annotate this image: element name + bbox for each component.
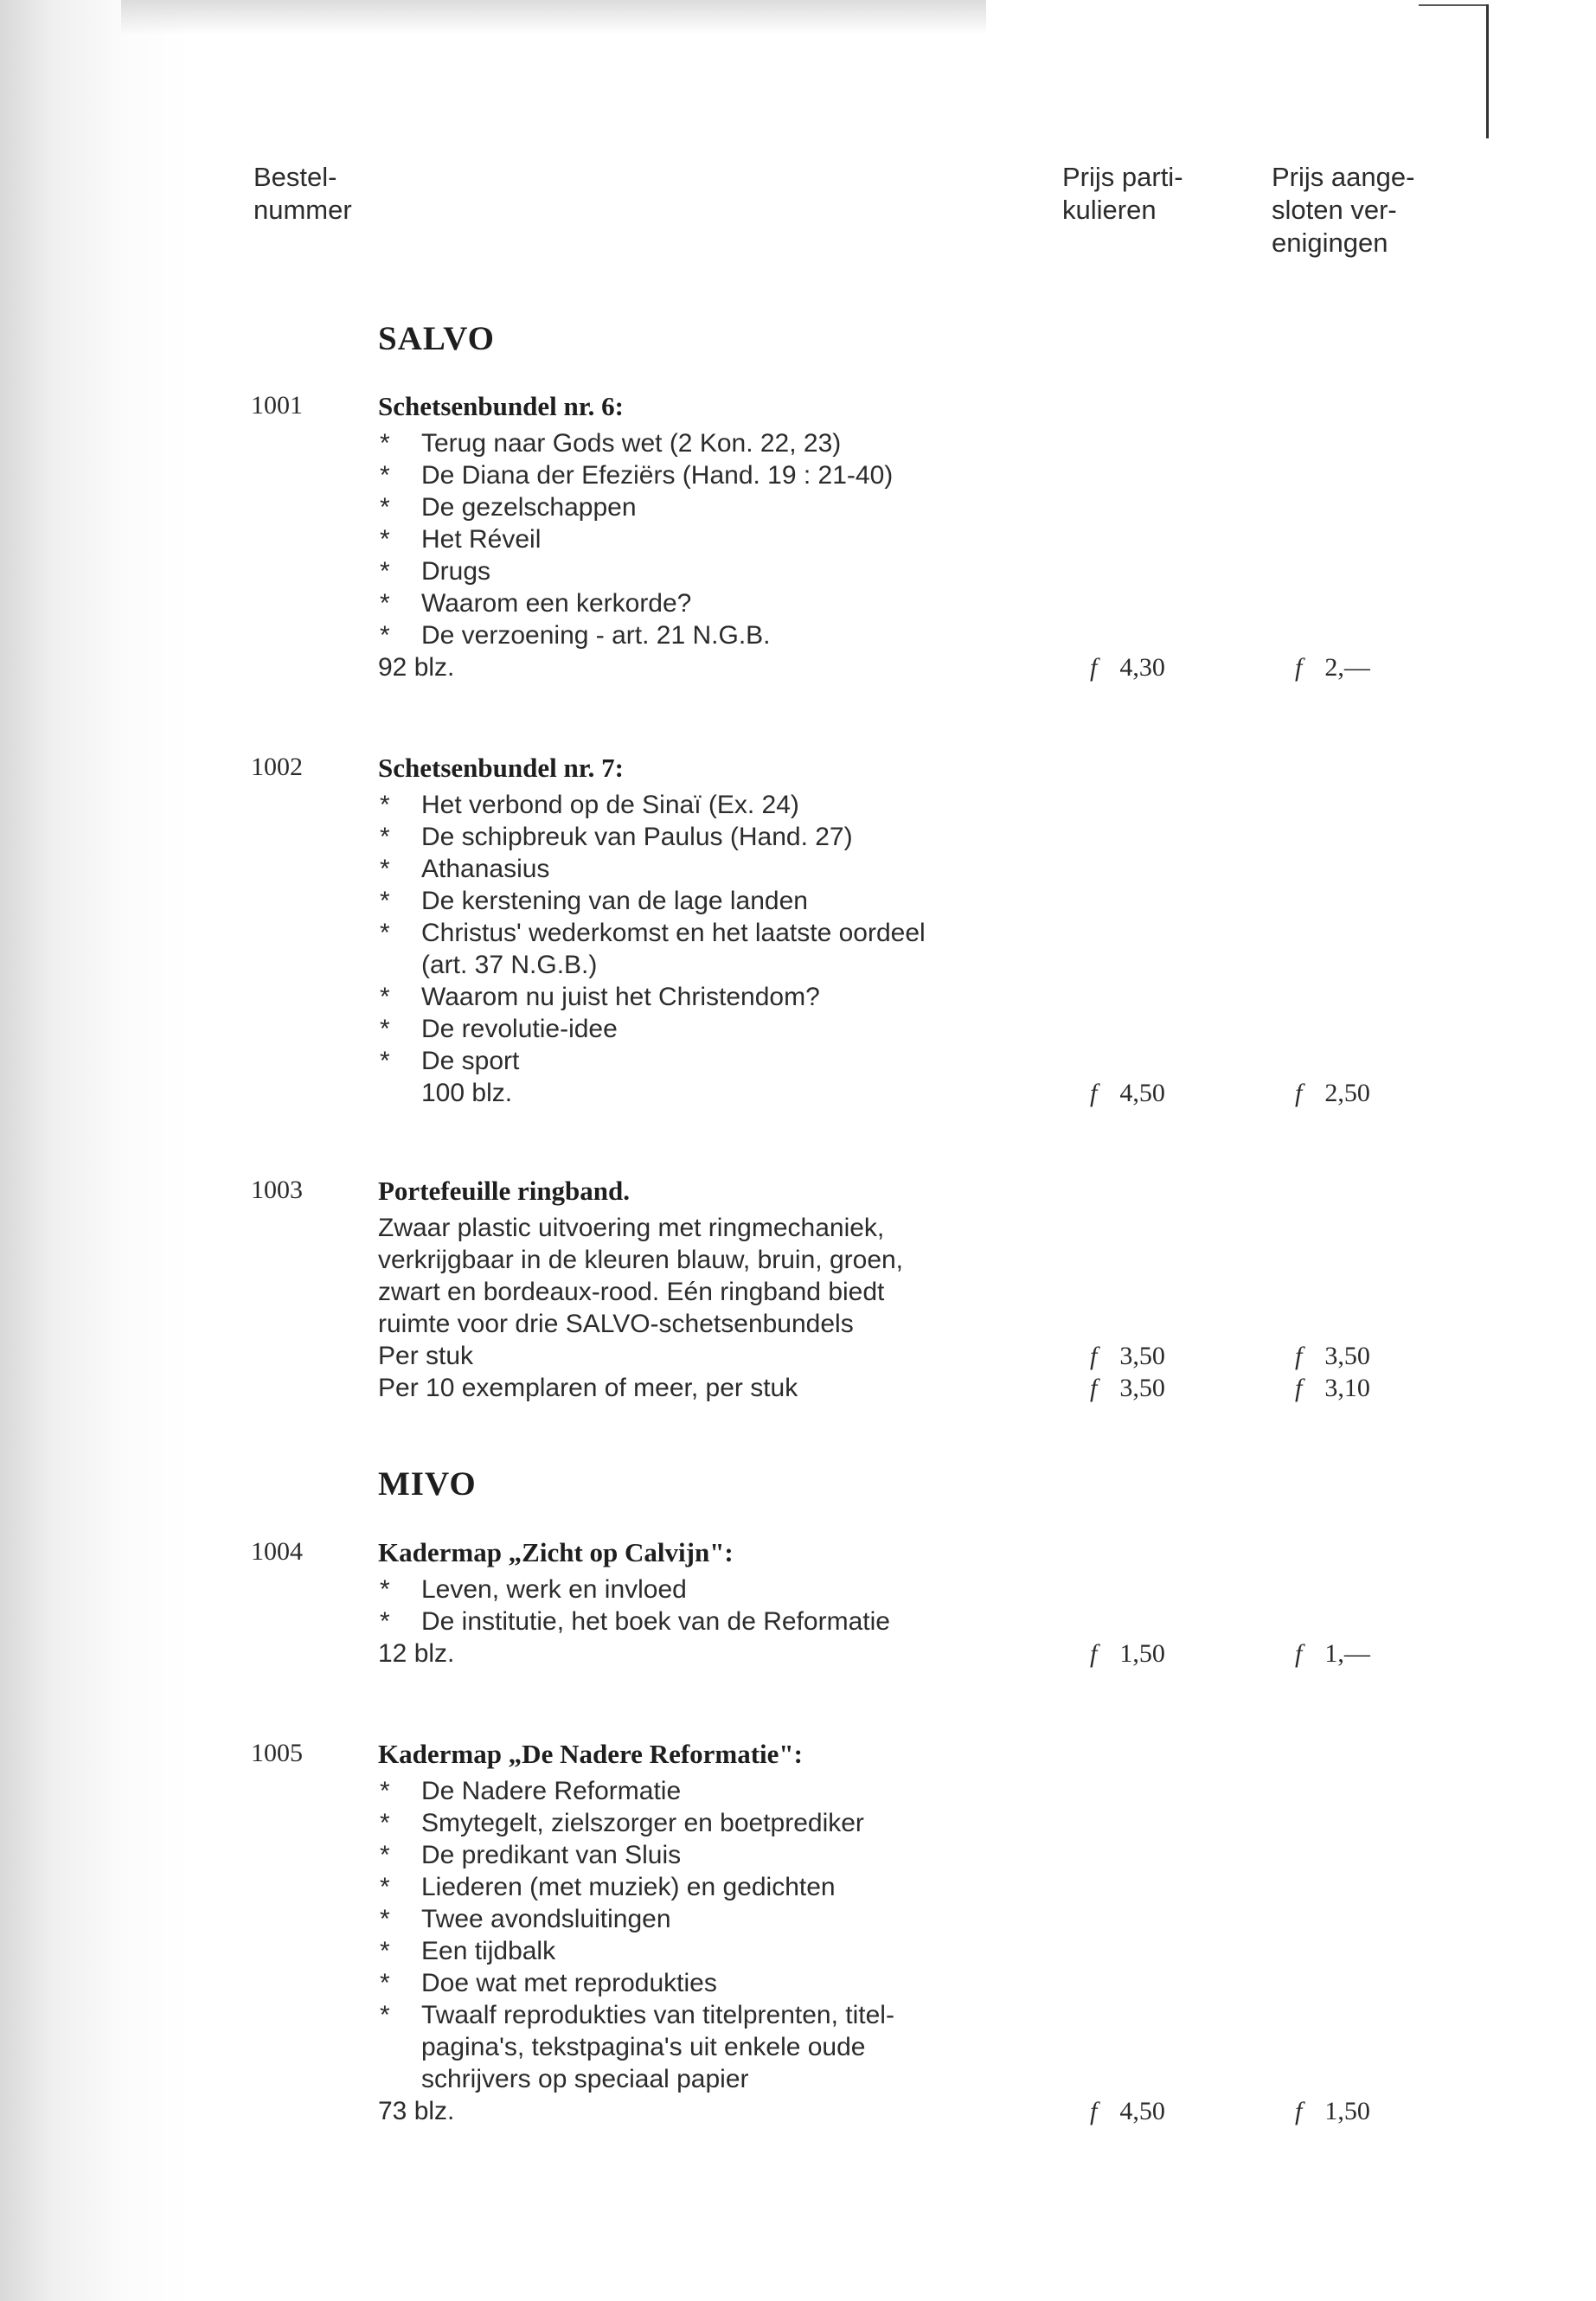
price-value: 1,—: [1324, 1639, 1370, 1668]
price-value: 4,50: [1119, 2097, 1165, 2125]
list-item-text: De verzoening - art. 21 N.G.B.: [421, 621, 771, 650]
list-item-text: De revolutie-idee: [421, 1015, 618, 1043]
price-row: [0, 651, 1596, 683]
list-item: [378, 1574, 890, 1606]
price-private: [1090, 1638, 1165, 1670]
list-item: [378, 523, 893, 555]
price-row: [0, 2095, 1596, 2127]
list-item-text: De schipbreuk van Paulus (Hand. 27): [421, 823, 853, 851]
price-private: [1090, 1077, 1165, 1109]
list-item: [378, 459, 893, 491]
list-item-text: De gezelschappen: [421, 493, 637, 522]
list-item: [378, 1013, 926, 1045]
bulk-price-label: Per 10 exemplaren of meer, per stuk: [378, 1374, 798, 1402]
asterisk-bullet: *: [380, 823, 390, 851]
asterisk-bullet: *: [380, 1047, 390, 1075]
guilder-symbol: f: [1295, 653, 1303, 682]
order-number: 1004: [251, 1537, 303, 1566]
asterisk-bullet: *: [380, 983, 390, 1011]
price-value: 3,50: [1324, 1342, 1370, 1370]
asterisk-bullet: *: [380, 1937, 390, 1965]
asterisk-bullet: *: [380, 461, 390, 490]
guilder-symbol: f: [1090, 1079, 1098, 1107]
asterisk-bullet: *: [380, 791, 390, 819]
list-item: [378, 789, 926, 821]
list-item-text: Waarom nu juist het Christendom?: [421, 983, 820, 1011]
list-item-text: Drugs: [421, 557, 491, 586]
list-item: [378, 1807, 894, 1839]
asterisk-bullet: *: [380, 1015, 390, 1043]
asterisk-bullet: *: [380, 1777, 390, 1805]
page-count: 73 blz.: [378, 2097, 455, 2125]
column-header-price-private: [1062, 161, 1183, 227]
guilder-symbol: f: [1295, 1639, 1303, 1668]
list-item-text: De Diana der Efeziërs (Hand. 19 : 21-40): [421, 461, 894, 490]
list-item-text: Waarom een kerkorde?: [421, 589, 692, 618]
asterisk-bullet: *: [380, 1607, 390, 1636]
scan-edge-mark: [1419, 4, 1488, 6]
list-item-text: Twee avondsluitingen: [421, 1905, 671, 1933]
asterisk-bullet: *: [380, 1969, 390, 1997]
header-line: nummer: [253, 195, 352, 225]
price-associated: [1295, 1077, 1370, 1109]
asterisk-bullet: *: [380, 1575, 390, 1604]
order-number: 1002: [251, 753, 303, 781]
list-item-text: Doe wat met reprodukties: [421, 1969, 717, 1997]
price-row: [0, 1372, 1596, 1404]
asterisk-bullet: *: [380, 525, 390, 554]
asterisk-bullet: *: [380, 887, 390, 915]
price-value: 1,50: [1324, 2097, 1370, 2125]
list-item: [378, 619, 893, 651]
entry-title: Kadermap „Zicht op Calvijn":: [378, 1537, 734, 1567]
description-line: ruimte voor drie SALVO-schetsenbundels: [378, 1310, 854, 1338]
list-item: [378, 885, 926, 917]
list-item: [378, 1606, 890, 1638]
list-item: [378, 1839, 894, 1871]
list-item: [378, 1871, 894, 1903]
list-item: [378, 821, 926, 853]
price-associated: [1295, 2095, 1370, 2127]
list-item: [378, 1903, 894, 1935]
asterisk-bullet: *: [380, 589, 390, 618]
header-line: Prijs parti-: [1062, 162, 1183, 192]
list-item-text: Smytegelt, zielszorger en boetprediker: [421, 1809, 864, 1837]
asterisk-bullet: *: [380, 429, 390, 458]
price-value: 2,—: [1324, 653, 1370, 682]
list-item: [378, 1775, 894, 1807]
list-item-continuation: (art. 37 N.G.B.): [421, 951, 598, 979]
asterisk-bullet: *: [380, 1809, 390, 1837]
list-item-text: Het verbond op de Sinaï (Ex. 24): [421, 791, 799, 819]
column-header-order-number: [253, 161, 352, 227]
list-item-text: Het Réveil: [421, 525, 542, 554]
description-line: Zwaar plastic uitvoering met ringmechaniek,: [378, 1214, 885, 1242]
list-item: [378, 587, 893, 619]
header-line: Bestel-: [253, 162, 337, 192]
price-associated: [1295, 1340, 1370, 1372]
price-private: [1090, 2095, 1165, 2127]
price-value: 4,30: [1119, 653, 1165, 682]
list-item-text: Christus' wederkomst en het laatste oordeel: [421, 919, 926, 947]
guilder-symbol: f: [1090, 1374, 1098, 1402]
entry-contents: [378, 789, 926, 1109]
list-item-text: Leven, werk en invloed: [421, 1575, 687, 1604]
entry-title: Schetsenbundel nr. 6:: [378, 391, 624, 421]
order-number: 1005: [251, 1739, 303, 1767]
price-associated: [1295, 651, 1370, 683]
list-item: [378, 917, 926, 949]
scan-shadow: [121, 0, 986, 35]
asterisk-bullet: *: [380, 2001, 390, 2029]
list-item: [378, 981, 926, 1013]
guilder-symbol: f: [1090, 1639, 1098, 1668]
price-private: [1090, 1340, 1165, 1372]
list-item: [378, 1967, 894, 1999]
asterisk-bullet: *: [380, 621, 390, 650]
price-value: 3,50: [1119, 1374, 1165, 1402]
header-line: enigingen: [1272, 228, 1388, 258]
price-value: 4,50: [1119, 1079, 1165, 1107]
scan-edge-mark: [1486, 4, 1489, 138]
list-item: [378, 555, 893, 587]
per-piece-label: Per stuk: [378, 1342, 474, 1370]
list-item-text: Twaalf reprodukties van titelprenten, titel-: [421, 2001, 894, 2029]
guilder-symbol: f: [1295, 2097, 1303, 2125]
header-line: kulieren: [1062, 195, 1157, 225]
list-item-text: De Nadere Reformatie: [421, 1777, 682, 1805]
asterisk-bullet: *: [380, 919, 390, 947]
page-count: 12 blz.: [378, 1639, 455, 1668]
list-item: [378, 1999, 894, 2031]
price-private: [1090, 1372, 1165, 1404]
guilder-symbol: f: [1090, 653, 1098, 682]
page-count: 92 blz.: [378, 653, 455, 682]
price-value: 3,10: [1324, 1374, 1370, 1402]
description-line: zwart en bordeaux-rood. Eén ringband biedt: [378, 1278, 885, 1306]
list-item-text: Athanasius: [421, 855, 550, 883]
price-value: 1,50: [1119, 1639, 1165, 1668]
asterisk-bullet: *: [380, 493, 390, 522]
list-item-text: Liederen (met muziek) en gedichten: [421, 1873, 836, 1901]
guilder-symbol: f: [1295, 1079, 1303, 1107]
price-private: [1090, 651, 1165, 683]
list-item-text: De kerstening van de lage landen: [421, 887, 808, 915]
list-item-continuation: pagina's, tekstpagina's uit enkele oude: [421, 2033, 866, 2061]
price-row: [0, 1638, 1596, 1670]
list-item-text: De predikant van Sluis: [421, 1841, 682, 1869]
order-number: 1001: [251, 391, 303, 420]
column-header-price-associated: [1272, 161, 1414, 260]
entry-title: Portefeuille ringband.: [378, 1176, 631, 1206]
guilder-symbol: f: [1295, 1342, 1303, 1370]
guilder-symbol: f: [1090, 1342, 1098, 1370]
price-value: 2,50: [1324, 1079, 1370, 1107]
entry-title: Schetsenbundel nr. 7:: [378, 753, 624, 783]
guilder-symbol: f: [1090, 2097, 1098, 2125]
section-title-salvo: SALVO: [378, 320, 496, 357]
list-item: [378, 853, 926, 885]
entry-title: Kadermap „De Nadere Reformatie":: [378, 1739, 803, 1769]
header-line: Prijs aange-: [1272, 162, 1415, 192]
list-item: [378, 1935, 894, 1967]
price-row: [0, 1340, 1596, 1372]
asterisk-bullet: *: [380, 1905, 390, 1933]
asterisk-bullet: *: [380, 557, 390, 586]
description-line: verkrijgbaar in de kleuren blauw, bruin, groen,: [378, 1246, 904, 1274]
price-row: [0, 1077, 1596, 1109]
list-item: [378, 427, 893, 459]
price-associated: [1295, 1638, 1370, 1670]
guilder-symbol: f: [1295, 1374, 1303, 1402]
list-item: [378, 1045, 926, 1077]
asterisk-bullet: *: [380, 1873, 390, 1901]
entry-contents: [378, 1775, 894, 2127]
header-line: sloten ver-: [1272, 195, 1397, 225]
order-number: 1003: [251, 1176, 303, 1204]
list-item-text: Een tijdbalk: [421, 1937, 556, 1965]
page-count: 100 blz.: [421, 1079, 513, 1107]
price-value: 3,50: [1119, 1342, 1165, 1370]
asterisk-bullet: *: [380, 1841, 390, 1869]
price-associated: [1295, 1372, 1370, 1404]
list-item-text: De sport: [421, 1047, 520, 1075]
list-item: [378, 491, 893, 523]
entry-contents: [378, 427, 893, 683]
asterisk-bullet: *: [380, 855, 390, 883]
list-item-text: De institutie, het boek van de Reformatie: [421, 1607, 890, 1636]
list-item-continuation: schrijvers op speciaal papier: [421, 2065, 749, 2093]
section-title-mivo: MIVO: [378, 1465, 477, 1503]
list-item-text: Terug naar Gods wet (2 Kon. 22, 23): [421, 429, 842, 458]
